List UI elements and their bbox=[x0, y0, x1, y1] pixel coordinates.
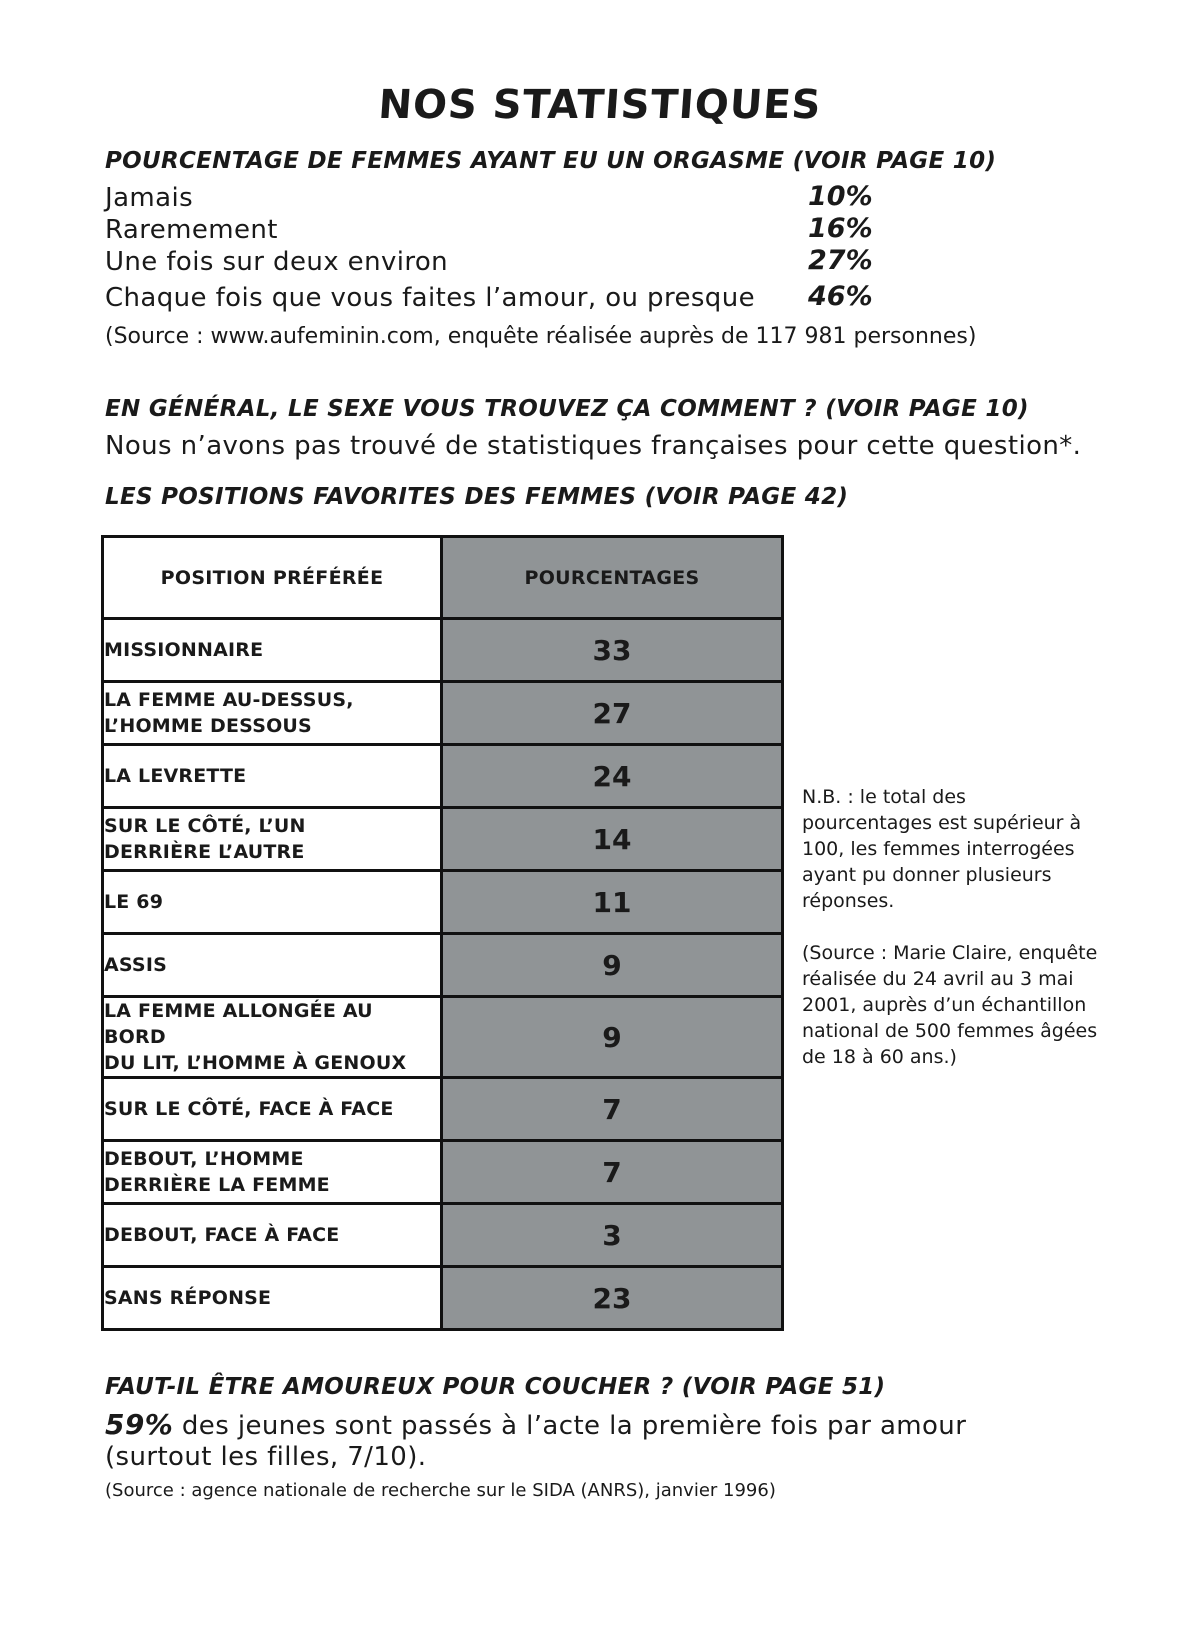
table-cell-percent: 9 bbox=[442, 934, 783, 997]
table-header-row bbox=[103, 537, 783, 619]
positions-heading: LES POSITIONS FAVORITES DES FEMMES (VOIR PAGE 42) bbox=[105, 484, 849, 510]
table-row bbox=[103, 1078, 783, 1141]
general-text: Nous n’avons pas trouvé de statistiques françaises pour cette question*. bbox=[105, 431, 1082, 461]
table-cell-position: DEBOUT, FACE À FACE bbox=[103, 1204, 442, 1267]
table-cell-position: ASSIS bbox=[103, 934, 442, 997]
table-row bbox=[103, 934, 783, 997]
general-heading: EN GÉNÉRAL, LE SEXE VOUS TROUVEZ ÇA COMMENT ? (VOIR PAGE 10) bbox=[105, 396, 1029, 422]
orgasm-source: (Source : www.aufeminin.com, enquête réalisée auprès de 117 981 personnes) bbox=[105, 324, 977, 349]
table-cell-position: LE 69 bbox=[103, 871, 442, 934]
column-header-position: POSITION PRÉFÉRÉE bbox=[103, 537, 442, 619]
positions-table bbox=[101, 535, 784, 1331]
table-row bbox=[103, 745, 783, 808]
orgasm-label-never: Jamais bbox=[105, 183, 194, 213]
love-text: des jeunes sont passés à l’acte la première fois par amour bbox=[181, 1411, 967, 1441]
table-cell-position: MISSIONNAIRE bbox=[103, 619, 442, 682]
table-cell-position: LA FEMME ALLONGÉE AU BORD DU LIT, L’HOMME À GENOUX bbox=[103, 997, 442, 1078]
table-row bbox=[103, 619, 783, 682]
table-cell-percent: 3 bbox=[442, 1204, 783, 1267]
table-cell-position: LA FEMME AU-DESSUS, L’HOMME DESSOUS bbox=[103, 682, 442, 745]
table-note: N.B. : le total des pourcentages est supérieur à 100, les femmes interrogées ayant pu donner plusieurs réponses. bbox=[802, 786, 1082, 912]
table-cell-position: SUR LE CÔTÉ, L’UN DERRIÈRE L’AUTRE bbox=[103, 808, 442, 871]
page-title: NOS STATISTIQUES bbox=[376, 82, 824, 128]
love-source: (Source : agence nationale de recherche sur le SIDA (ANRS), janvier 1996) bbox=[105, 1480, 776, 1501]
table-row bbox=[103, 1267, 783, 1330]
table-cell-position: SANS RÉPONSE bbox=[103, 1267, 442, 1330]
table-row bbox=[103, 871, 783, 934]
table-row bbox=[103, 1204, 783, 1267]
orgasm-label-half: Une fois sur deux environ bbox=[105, 247, 449, 277]
table-cell-percent: 11 bbox=[442, 871, 783, 934]
love-text-line-1 bbox=[105, 1408, 966, 1441]
orgasm-value-rarely: 16% bbox=[808, 213, 873, 244]
orgasm-value-half: 27% bbox=[808, 245, 873, 276]
orgasm-value-never: 10% bbox=[808, 181, 873, 212]
orgasm-value-always: 46% bbox=[808, 281, 873, 312]
table-cell-percent: 33 bbox=[442, 619, 783, 682]
love-heading: FAUT-IL ÊTRE AMOUREUX POUR COUCHER ? (VOIR PAGE 51) bbox=[105, 1374, 886, 1400]
love-stat: 59% bbox=[105, 1408, 174, 1441]
table-cell-position: DEBOUT, L’HOMME DERRIÈRE LA FEMME bbox=[103, 1141, 442, 1204]
table-cell-percent: 14 bbox=[442, 808, 783, 871]
orgasm-label-always: Chaque fois que vous faites l’amour, ou presque bbox=[105, 283, 755, 313]
love-text-line-2: (surtout les filles, 7/10). bbox=[105, 1442, 427, 1472]
table-row bbox=[103, 808, 783, 871]
orgasm-label-rarely: Raremement bbox=[105, 215, 278, 245]
orgasm-heading: POURCENTAGE DE FEMMES AYANT EU UN ORGASME (VOIR PAGE 10) bbox=[105, 148, 997, 174]
table-row bbox=[103, 1141, 783, 1204]
table-cell-percent: 24 bbox=[442, 745, 783, 808]
table-source: (Source : Marie Claire, enquête réalisée du 24 avril au 3 mai 2001, auprès d’un échantillon national de 500 femmes âgées de 18 à 60 ans.) bbox=[802, 942, 1098, 1068]
table-cell-percent: 9 bbox=[442, 997, 783, 1078]
table-row bbox=[103, 682, 783, 745]
table-row bbox=[103, 997, 783, 1078]
table-cell-percent: 23 bbox=[442, 1267, 783, 1330]
table-cell-position: LA LEVRETTE bbox=[103, 745, 442, 808]
table-cell-percent: 7 bbox=[442, 1078, 783, 1141]
table-cell-percent: 27 bbox=[442, 682, 783, 745]
table-cell-percent: 7 bbox=[442, 1141, 783, 1204]
column-header-percent: POURCENTAGES bbox=[442, 537, 783, 619]
table-cell-position: SUR LE CÔTÉ, FACE À FACE bbox=[103, 1078, 442, 1141]
